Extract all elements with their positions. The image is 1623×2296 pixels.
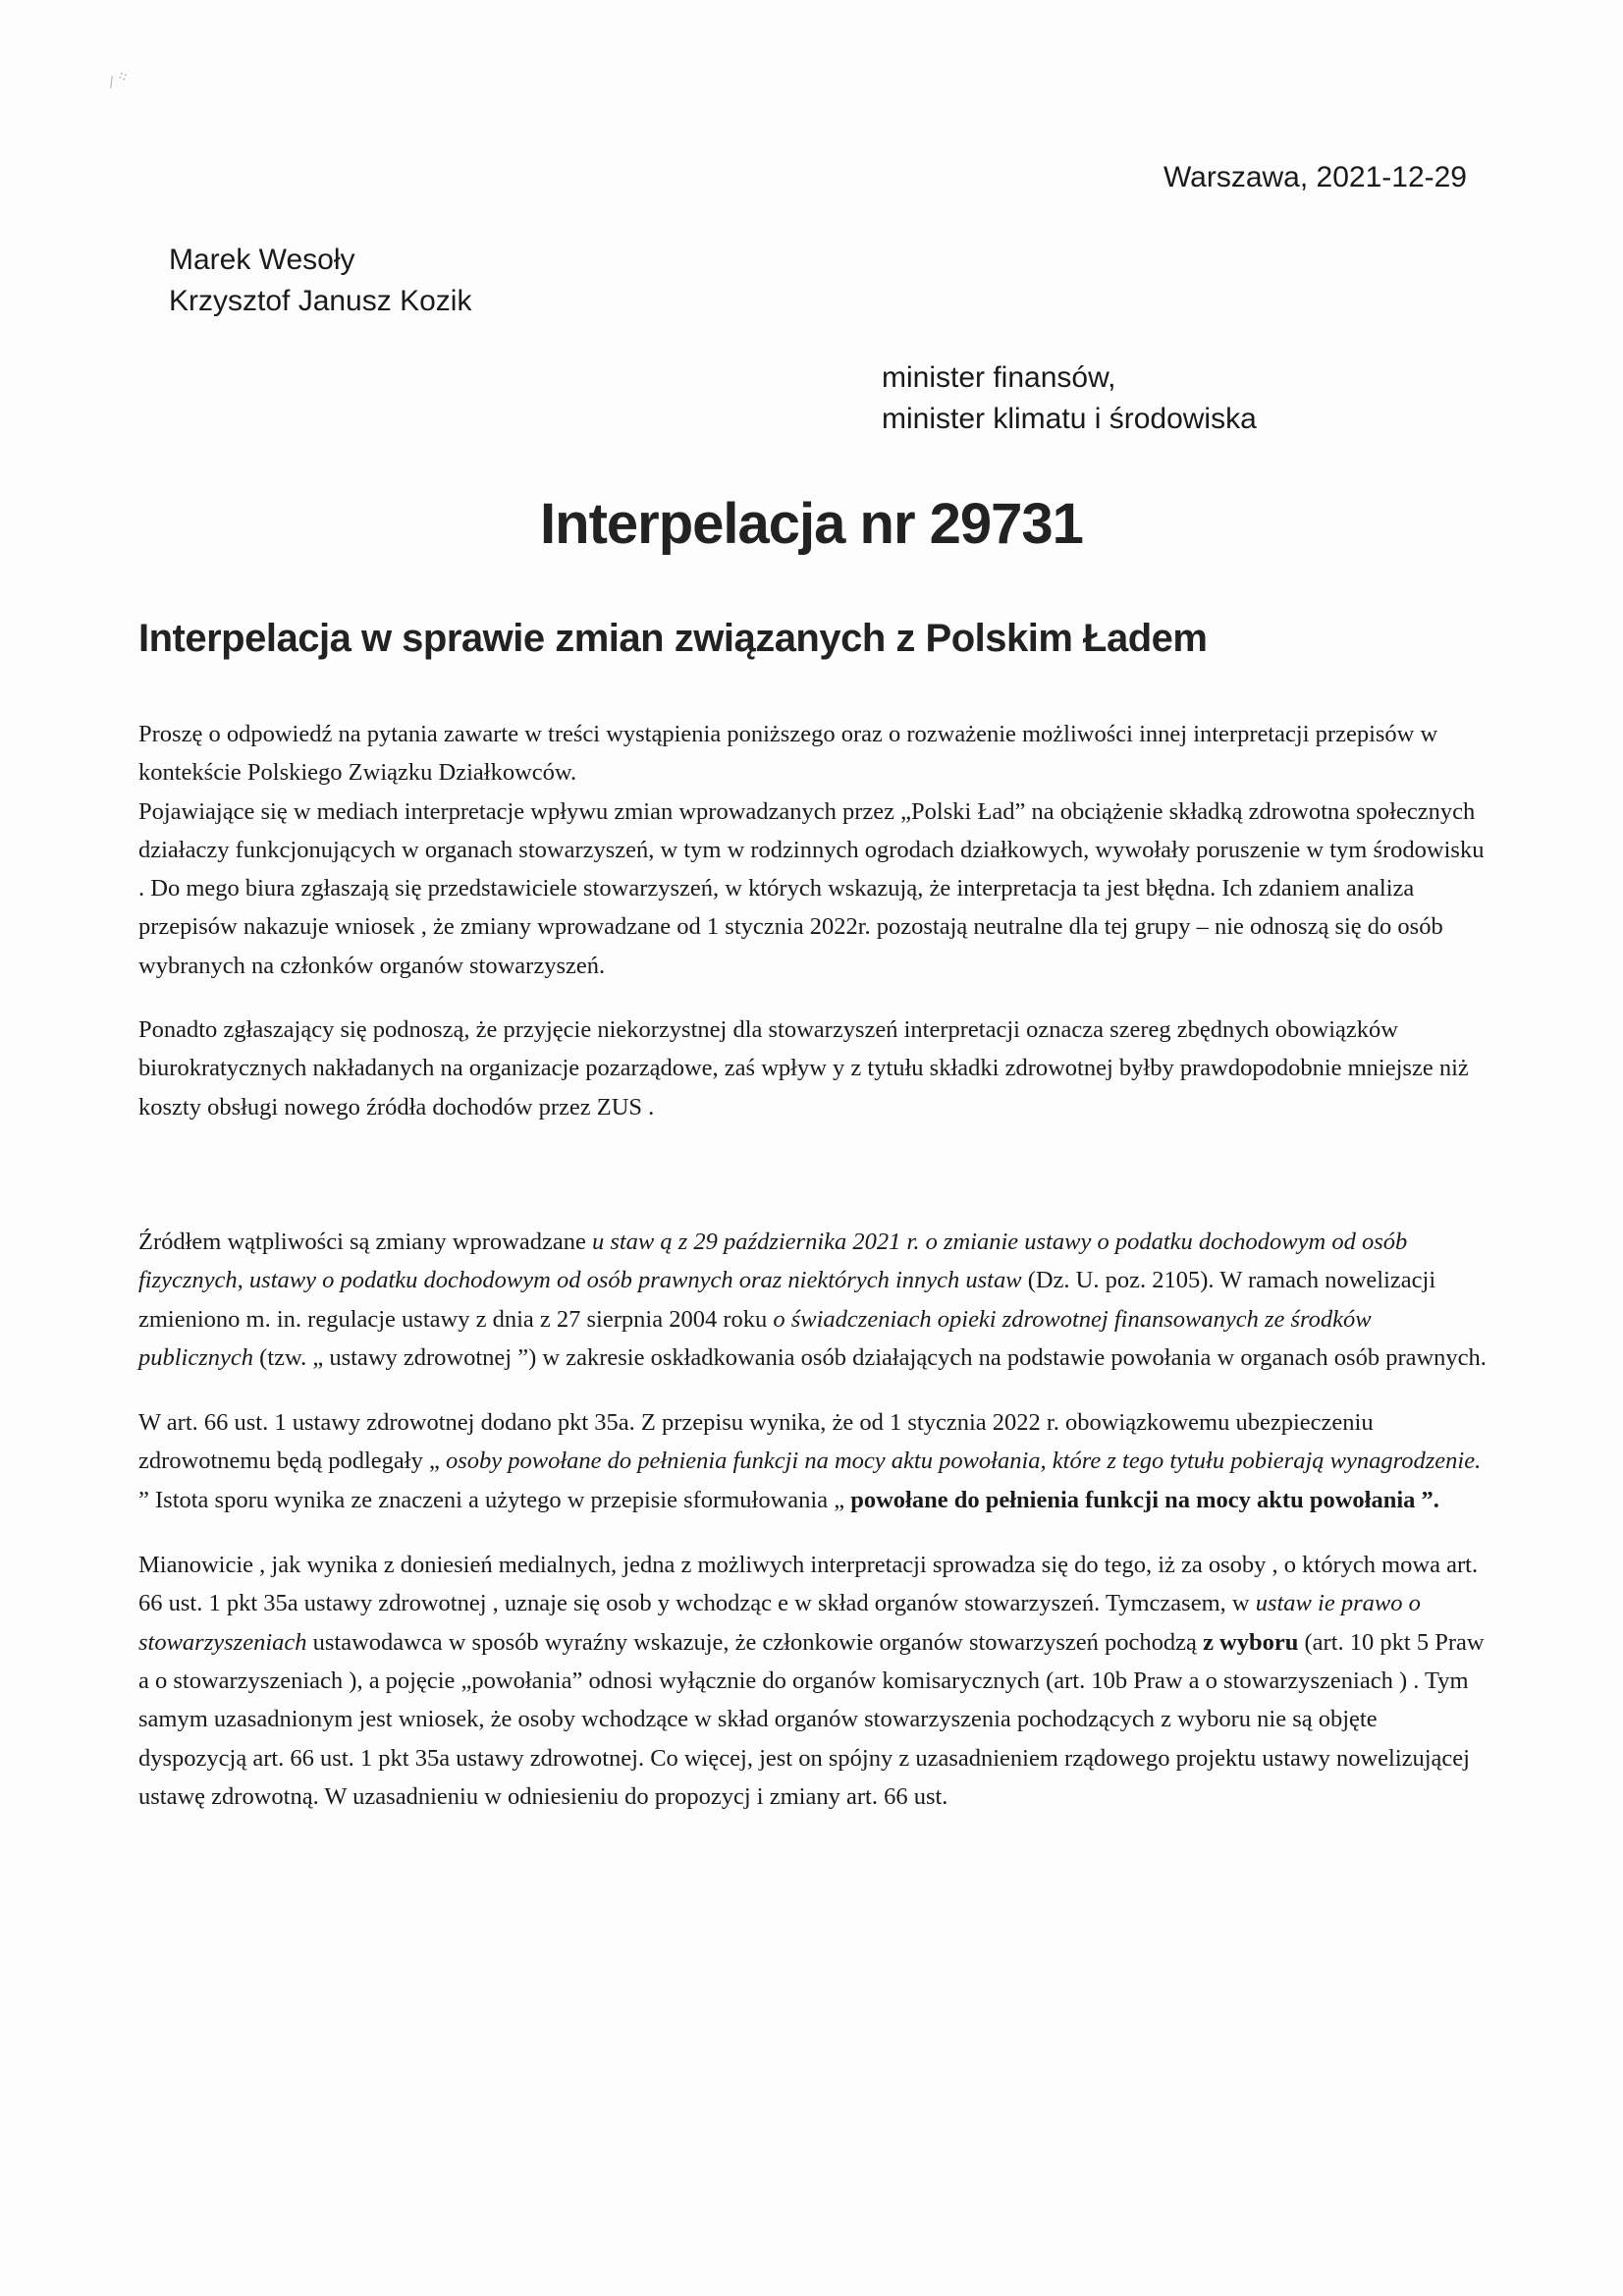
authors-block <box>169 240 471 322</box>
text-run: ”. <box>1415 1486 1439 1513</box>
author-name: Marek Wesoły <box>169 244 355 276</box>
body-paragraph: Ponadto zgłaszający się podnoszą, że przyjęcie niekorzystnej dla stowarzyszeń interpretacji oznacza szereg zbędnych obowiązków biurokratycznych nakładanych na organizacje pozarządowe, zaś wpływ y z tytułu składki zdrowotnej byłby prawdopodobnie mniejsze niż koszty obsługi nowego źródła dochodów przez ZUS . <box>138 1016 1469 1121</box>
act-title: o świadczeniach opieki zdrowotnej finansowanych ze środków publicznych <box>138 1305 1372 1371</box>
emphasized-phrase: z wyboru <box>1203 1628 1299 1656</box>
text-run: (Dz. U. poz. 2105). W ramach nowelizacji zmieniono m. in. regulacje ustawy z dnia z 27 sierpnia 2004 roku <box>138 1267 1436 1333</box>
act-title: u staw ą z 29 października 2021 r. o zmianie ustawy o podatku dochodowym od osób fizycznych, ustawy o podatku dochodowym od osób prawnych oraz niektórych innych ustaw <box>138 1228 1408 1294</box>
document-body <box>138 715 1489 1816</box>
recipients-block <box>882 357 1257 440</box>
text-run: W art. 66 ust. 1 ustawy zdrowotnej dodano pkt 35a. Z przepisu wynika, że od 1 stycznia 2022 r. obowiązkowemu ubezpieczeniu zdrowotnemu będą podlegały „ <box>138 1409 1374 1475</box>
document-title: Interpelacja nr 29731 <box>540 492 1083 556</box>
text-run: Mianowicie , jak wynika z doniesień medialnych, jedna z możliwych interpretacji sprowadza się do tego, iż za osoby , o których mowa art. 66 ust. 1 pkt 35a ustawy zdrowotnej , uznaje się osob y wchodząc e w skład organów stowarzyszeń. Tymczasem, w <box>138 1552 1479 1617</box>
text-run: ustawodawca w sposób wyraźny wskazuje, że członkowie organów stowarzyszeń pochodzą <box>306 1628 1204 1656</box>
scan-mark: ⁄ ⁘ <box>107 67 134 91</box>
text-run: Źródłem wątpliwości są zmiany wprowadzane <box>138 1228 592 1255</box>
body-paragraph: Proszę o odpowiedź na pytania zawarte w treści wystąpienia poniższego oraz o rozważenie możliwości innej interpretacji przepisów w kontekście Polskiego Związku Działkowców. <box>138 721 1438 787</box>
emphasized-phrase: powołane do pełnienia funkcji na mocy aktu powołania <box>850 1486 1416 1513</box>
letter-date: Warszawa, 2021-12-29 <box>1163 161 1467 193</box>
text-run: (tzw. „ ustawy zdrowotnej ”) w zakresie oskładkowania osób działających na podstawie powołania w organach osób prawnych. <box>253 1343 1487 1371</box>
body-paragraph <box>138 1223 1489 1377</box>
text-run: ” Istota sporu wynika ze znaczeni a użytego w przepisie sformułowania „ <box>138 1486 851 1513</box>
body-paragraph <box>138 1403 1489 1519</box>
body-paragraph <box>138 1546 1489 1816</box>
text-run: (art. 10 pkt 5 Praw a o stowarzyszeniach ), a pojęcie „powołania” odnosi wyłącznie do organów komisarycznych (art. 10b Praw a o stowarzyszeniach ) . Tym samym uzasadnionym jest wniosek, że osoby wchodzące w skład organów stowarzyszenia pochodzących z wyboru nie są objęte dyspozycją art. 66 ust. 1 pkt 35a ustawy zdrowotnej. Co więcej, jest on spójny z uzasadnieniem rządowego projektu ustawy nowelizującej ustawę zdrowotną. W uzasadnieniu w odniesieniu do propozycj i zmiany art. 66 ust. <box>138 1628 1485 1810</box>
recipient-line: minister finansów, <box>882 361 1116 394</box>
author-name: Krzysztof Janusz Kozik <box>169 285 472 317</box>
body-paragraph: Pojawiające się w mediach interpretacje wpływu zmian wprowadzanych przez „Polski Ład” na obciążenie składką zdrowotna społecznych działaczy funkcjonujących w organach stowarzyszeń, w tym w rodzinnych ogrodach działkowych, wywołały poruszenie w tym środowisku . Do mego biura zgłaszają się przedstawiciele stowarzyszeń, w których wskazują, że interpretacja ta jest błędna. Ich zdaniem analiza przepisów nakazuje wniosek , że zmiany wprowadzane od 1 stycznia 2022r. pozostają neutralne dla tej grupy – nie odnoszą się do osób wybranych na członków organów stowarzyszeń. <box>138 797 1485 979</box>
act-title: ustaw ie prawo o stowarzyszeniach <box>138 1590 1421 1656</box>
quoted-provision: osoby powołane do pełnienia funkcji na mocy aktu powołania, które z tego tytułu pobierają wynagrodzenie. <box>445 1448 1482 1475</box>
recipient-line: minister klimatu i środowiska <box>882 403 1257 435</box>
document-subtitle: Interpelacja w sprawie zmian związanych z Polskim Ładem <box>138 617 1208 660</box>
